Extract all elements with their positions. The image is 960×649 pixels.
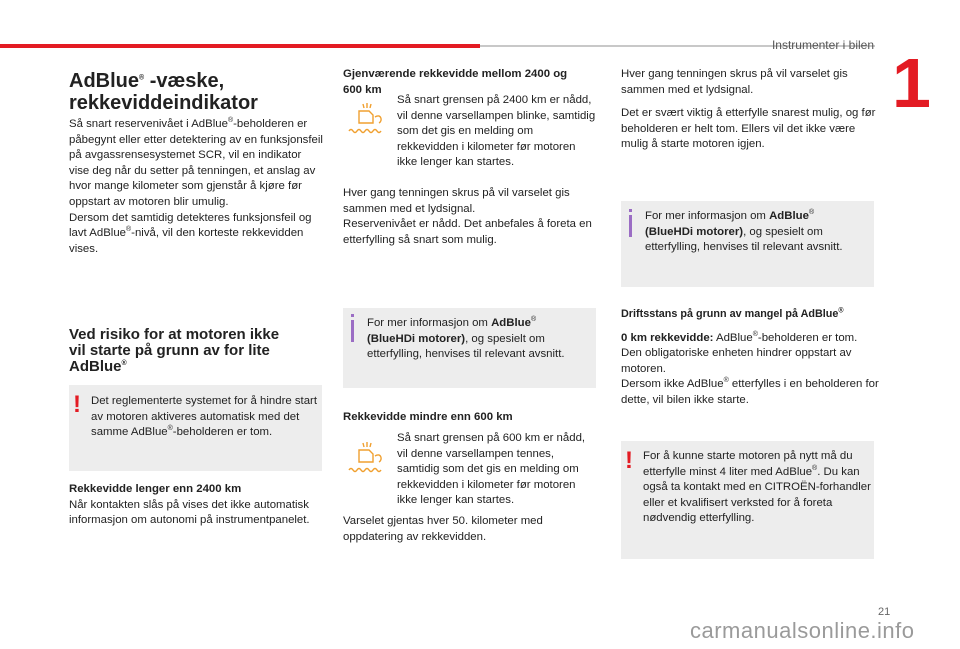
zero-range-text-b: -beholderen er tom. Den obligatoriske enheten hindrer oppstart av motoren.: [621, 331, 858, 375]
range-mid-icon-text: [397, 93, 597, 171]
section-title: Instrumenter i bilen: [771, 38, 874, 52]
info-icon: [629, 215, 632, 237]
range-mid-reserve-text: Reservenivået er nådd. Det anbefales å foreta en etterfylling så snart som mulig.: [343, 218, 592, 246]
zero-range-text-d: etterfylles i en beholderen for dette, vil bilen ikke starte.: [621, 378, 879, 406]
reg-mark: ®: [139, 74, 145, 82]
title-line2: rekkeviddeindikator: [69, 92, 258, 114]
info-text-bluehdi: (BlueHDi motorer): [367, 332, 466, 345]
reg-mark: ®: [723, 377, 729, 385]
reg-mark: ®: [530, 316, 537, 324]
stop-section: [621, 307, 879, 409]
warning-exclamation-icon: !: [625, 447, 633, 474]
range-mid-paragraphs: [343, 186, 598, 248]
reg-mark: ®: [167, 425, 173, 433]
range-mid-heading-line1: Gjenværende rekkevidde mellom 2400 og: [343, 68, 568, 80]
title-adblue: AdBlue: [69, 70, 139, 92]
col3-sound-text: Hver gang tenningen skrus på vil varselet gis sammen med et lydsignal.: [621, 68, 848, 96]
warning-box-restart: [621, 441, 874, 559]
page-number: 21: [878, 606, 891, 618]
reg-mark: ®: [808, 209, 815, 217]
reg-mark: ®: [838, 307, 844, 315]
warning-text-a: Det reglementerte systemet for å hindre start av motoren aktiveres automatisk med det samme AdBlue: [91, 395, 318, 439]
header-accent-bar: [0, 44, 480, 48]
warning-text-b: -beholderen er tom.: [172, 426, 273, 439]
warning-restart-text-b: . Du kan også ta kontakt med en CITROËN-forhandler eller et kvalifisert verksted for å foreta nødvendig etterfylling.: [643, 465, 871, 525]
info-text-adblue: AdBlue: [491, 317, 531, 329]
range-over-2400: [69, 482, 324, 529]
info-box-adblue-1: [343, 308, 596, 388]
reg-mark: ®: [121, 360, 127, 367]
range-mid-description: Så snart grensen på 2400 km er nådd, vil denne varsellampen blinke, samtidig som det gis en melding om rekkevidden i kilometer før motoren ikke lenger kan startes.: [397, 94, 596, 169]
intro-text-c: Dersom det samtidig detekteres funksjonsfeil og lavt AdBlue: [69, 211, 312, 240]
range-low-repeat: [343, 514, 598, 545]
reg-mark: ®: [227, 117, 234, 125]
range-over-text: Når kontakten slås på vises det ikke automatisk informasjon om autonomi på instrumentpanelet.: [69, 498, 310, 527]
range-low-description: Så snart grensen på 600 km er nådd, vil denne varsellampen tennes, samtidig som det gis en melding om rekkevidden i kilometer før motoren ikke lenger kan startes.: [397, 432, 586, 507]
watermark: carmanualsonline.info: [690, 618, 915, 643]
reg-mark: ®: [126, 226, 132, 234]
reg-mark: ®: [752, 330, 758, 338]
intro-paragraph: [69, 117, 324, 257]
range-mid-heading-line2: 600 km: [343, 83, 382, 96]
adblue-warning-icon: [343, 440, 389, 476]
intro-text-d: -nivå, vil den korteste rekkevidden vises.: [69, 227, 304, 255]
chapter-number: 1: [892, 44, 931, 122]
range-low-title: Rekkevidde mindre enn 600 km: [343, 411, 513, 423]
warning-box-empty-tank: [69, 385, 322, 471]
intro-text-a: Så snart reservenivået i AdBlue: [69, 118, 228, 130]
info-text-a: For mer informasjon om: [367, 317, 492, 329]
col3-paragraphs: [621, 67, 876, 153]
title-rest: -væske,: [144, 70, 225, 92]
range-low-repeat-text: Varselet gjentas hver 50. kilometer med oppdatering av rekkevidden.: [343, 515, 543, 543]
zero-range-label: 0 km rekkevidde:: [621, 331, 714, 344]
range-low-icon-text: [397, 431, 597, 509]
range-low-heading: [343, 410, 598, 426]
page-title: [69, 70, 329, 114]
adblue-warning-icon: [343, 101, 389, 137]
stop-heading: Driftsstans på grunn av mangel på AdBlue: [621, 308, 839, 320]
reg-mark: ®: [812, 464, 818, 472]
info-text-a: For mer informasjon om: [645, 210, 770, 222]
risk-heading: [69, 327, 329, 375]
info-icon: [351, 320, 354, 342]
risk-heading-line2: vil starte på grunn av for lite: [69, 342, 270, 359]
info-text-bluehdi: (BlueHDi motorer): [645, 225, 744, 238]
range-mid-sound-text: Hver gang tenningen skrus på vil varselet gis sammen med et lydsignal.: [343, 187, 570, 215]
range-over-heading: Rekkevidde lenger enn 2400 km: [69, 483, 242, 495]
zero-range-text-c: Dersom ikke AdBlue: [621, 378, 724, 391]
intro-text-b: -beholderen er påbegynt eller etter detektering av en funksjonsfeil på avgassrensesystemet SCR, vil en indikator vise deg når du setter på tenningen, et anslag av hvor mange kilometer som gjenstår å kjøre før oppstart av motoren blir umulig.: [69, 118, 323, 208]
risk-heading-line3: AdBlue: [69, 358, 122, 375]
info-text-d: , og spesielt om etterfylling, henvises til relevant avsnitt.: [645, 225, 843, 254]
col3-refill-text: Det er svært viktig å etterfylle snarest mulig, og før beholderen er helt tom. Ellers vil det ikke være mulig å starte motoren igjen.: [621, 107, 876, 151]
risk-heading-line1: Ved risiko for at motoren ikke: [69, 326, 280, 343]
info-text-d: , og spesielt om etterfylling, henvises til relevant avsnitt.: [367, 332, 565, 361]
info-text-adblue: AdBlue: [769, 210, 809, 222]
warning-exclamation-icon: !: [73, 391, 81, 418]
zero-range-text-a: AdBlue: [713, 331, 753, 344]
warning-restart-text-a: For å kunne starte motoren på nytt må du etterfylle minst 4 liter med AdBlue: [643, 450, 853, 478]
info-box-adblue-2: [621, 201, 874, 287]
